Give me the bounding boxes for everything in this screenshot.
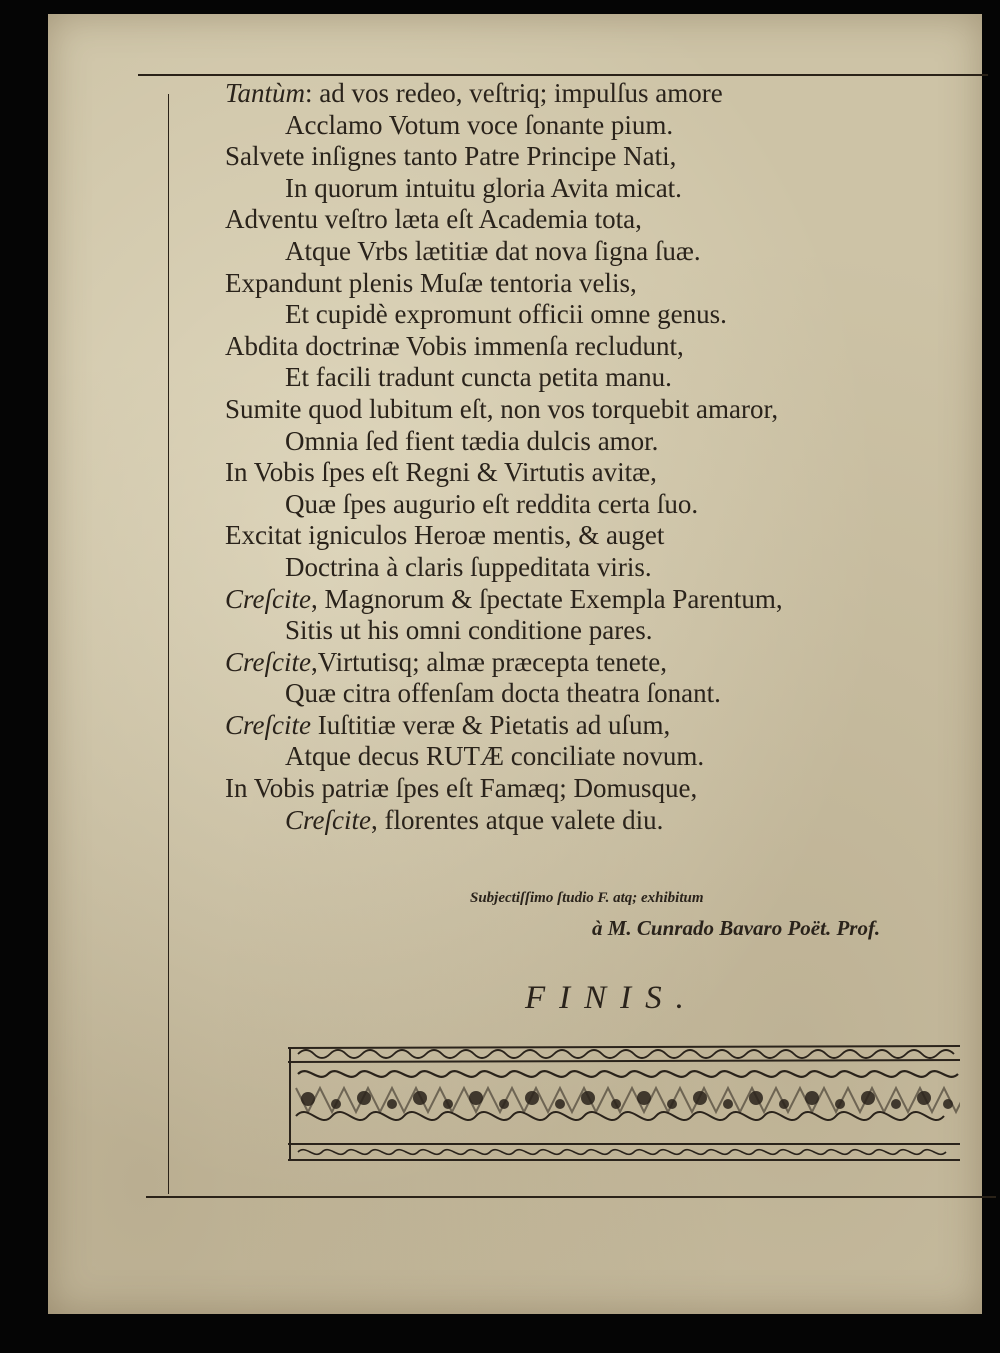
verse-line: Atque decus RUTÆ conciliate novum. — [285, 741, 705, 772]
verse-line: In Vobis ſpes eſt Regni & Virtutis avitæ, — [225, 457, 657, 488]
verse-line: Creſcite Iuſtitiæ veræ & Pietatis ad uſum, — [225, 709, 671, 740]
verse-line: Adventu veſtro læta eſt Academia tota, — [225, 204, 642, 235]
poem-text — [225, 78, 945, 836]
verse-line: In quorum intuitu gloria Avita micat. — [285, 172, 682, 203]
verse-line: Tantùm: ad vos redeo, veſtriq; impulſus amore — [225, 78, 723, 108]
verse-line: Quæ ſpes augurio eſt reddita certa ſuo. — [285, 488, 699, 519]
verse-line: Excitat igniculos Heroæ mentis, & auget — [225, 520, 665, 551]
verse-line: Expandunt plenis Muſæ tentoria velis, — [225, 267, 637, 298]
left-rule — [168, 94, 169, 1194]
top-rule — [138, 74, 988, 76]
verse-line: Abdita doctrinæ Vobis immenſa recludunt, — [225, 330, 684, 361]
verse-line: Doctrina à claris ſuppeditata viris. — [285, 551, 652, 582]
verse-line: Sumite quod lubitum eſt, non vos torquebit amaror, — [225, 393, 779, 424]
dedication-line: Subjectiſſimo ſtudio F. atq; exhibitum — [470, 890, 704, 906]
verse-line: Creſcite, Magnorum & ſpectate Exempla Parentum, — [225, 583, 783, 614]
finis-heading: FINIS. — [525, 980, 698, 1016]
verse-line: In Vobis patriæ ſpes eſt Famæq; Domusque, — [225, 773, 698, 804]
verse-line: Acclamo Votum voce ſonante pium. — [285, 109, 674, 140]
author-signature: à M. Cunrado Bavaro Poët. Prof. — [592, 916, 881, 940]
verse-line: Et cupidè expromunt officii omne genus. — [285, 299, 727, 330]
decorative-border-icon — [288, 1044, 960, 1164]
verse-line: Sitis ut his omni conditione pares. — [285, 615, 653, 646]
bottom-rule — [146, 1196, 996, 1198]
verse-line: Atque Vrbs lætitiæ dat nova ſigna ſuæ. — [285, 235, 701, 266]
verse-line: Creſcite,Virtutisq; almæ præcepta tenete, — [225, 646, 668, 677]
verse-line: Omnia ſed fient tædia dulcis amor. — [285, 425, 659, 456]
verse-line: Salvete inſignes tanto Patre Principe Nati, — [225, 141, 677, 172]
verse-line: Creſcite, florentes atque valete diu. — [285, 804, 664, 835]
verse-line: Quæ citra offenſam docta theatra ſonant. — [285, 678, 721, 709]
verse-line: Et facili tradunt cuncta petita manu. — [285, 362, 672, 393]
